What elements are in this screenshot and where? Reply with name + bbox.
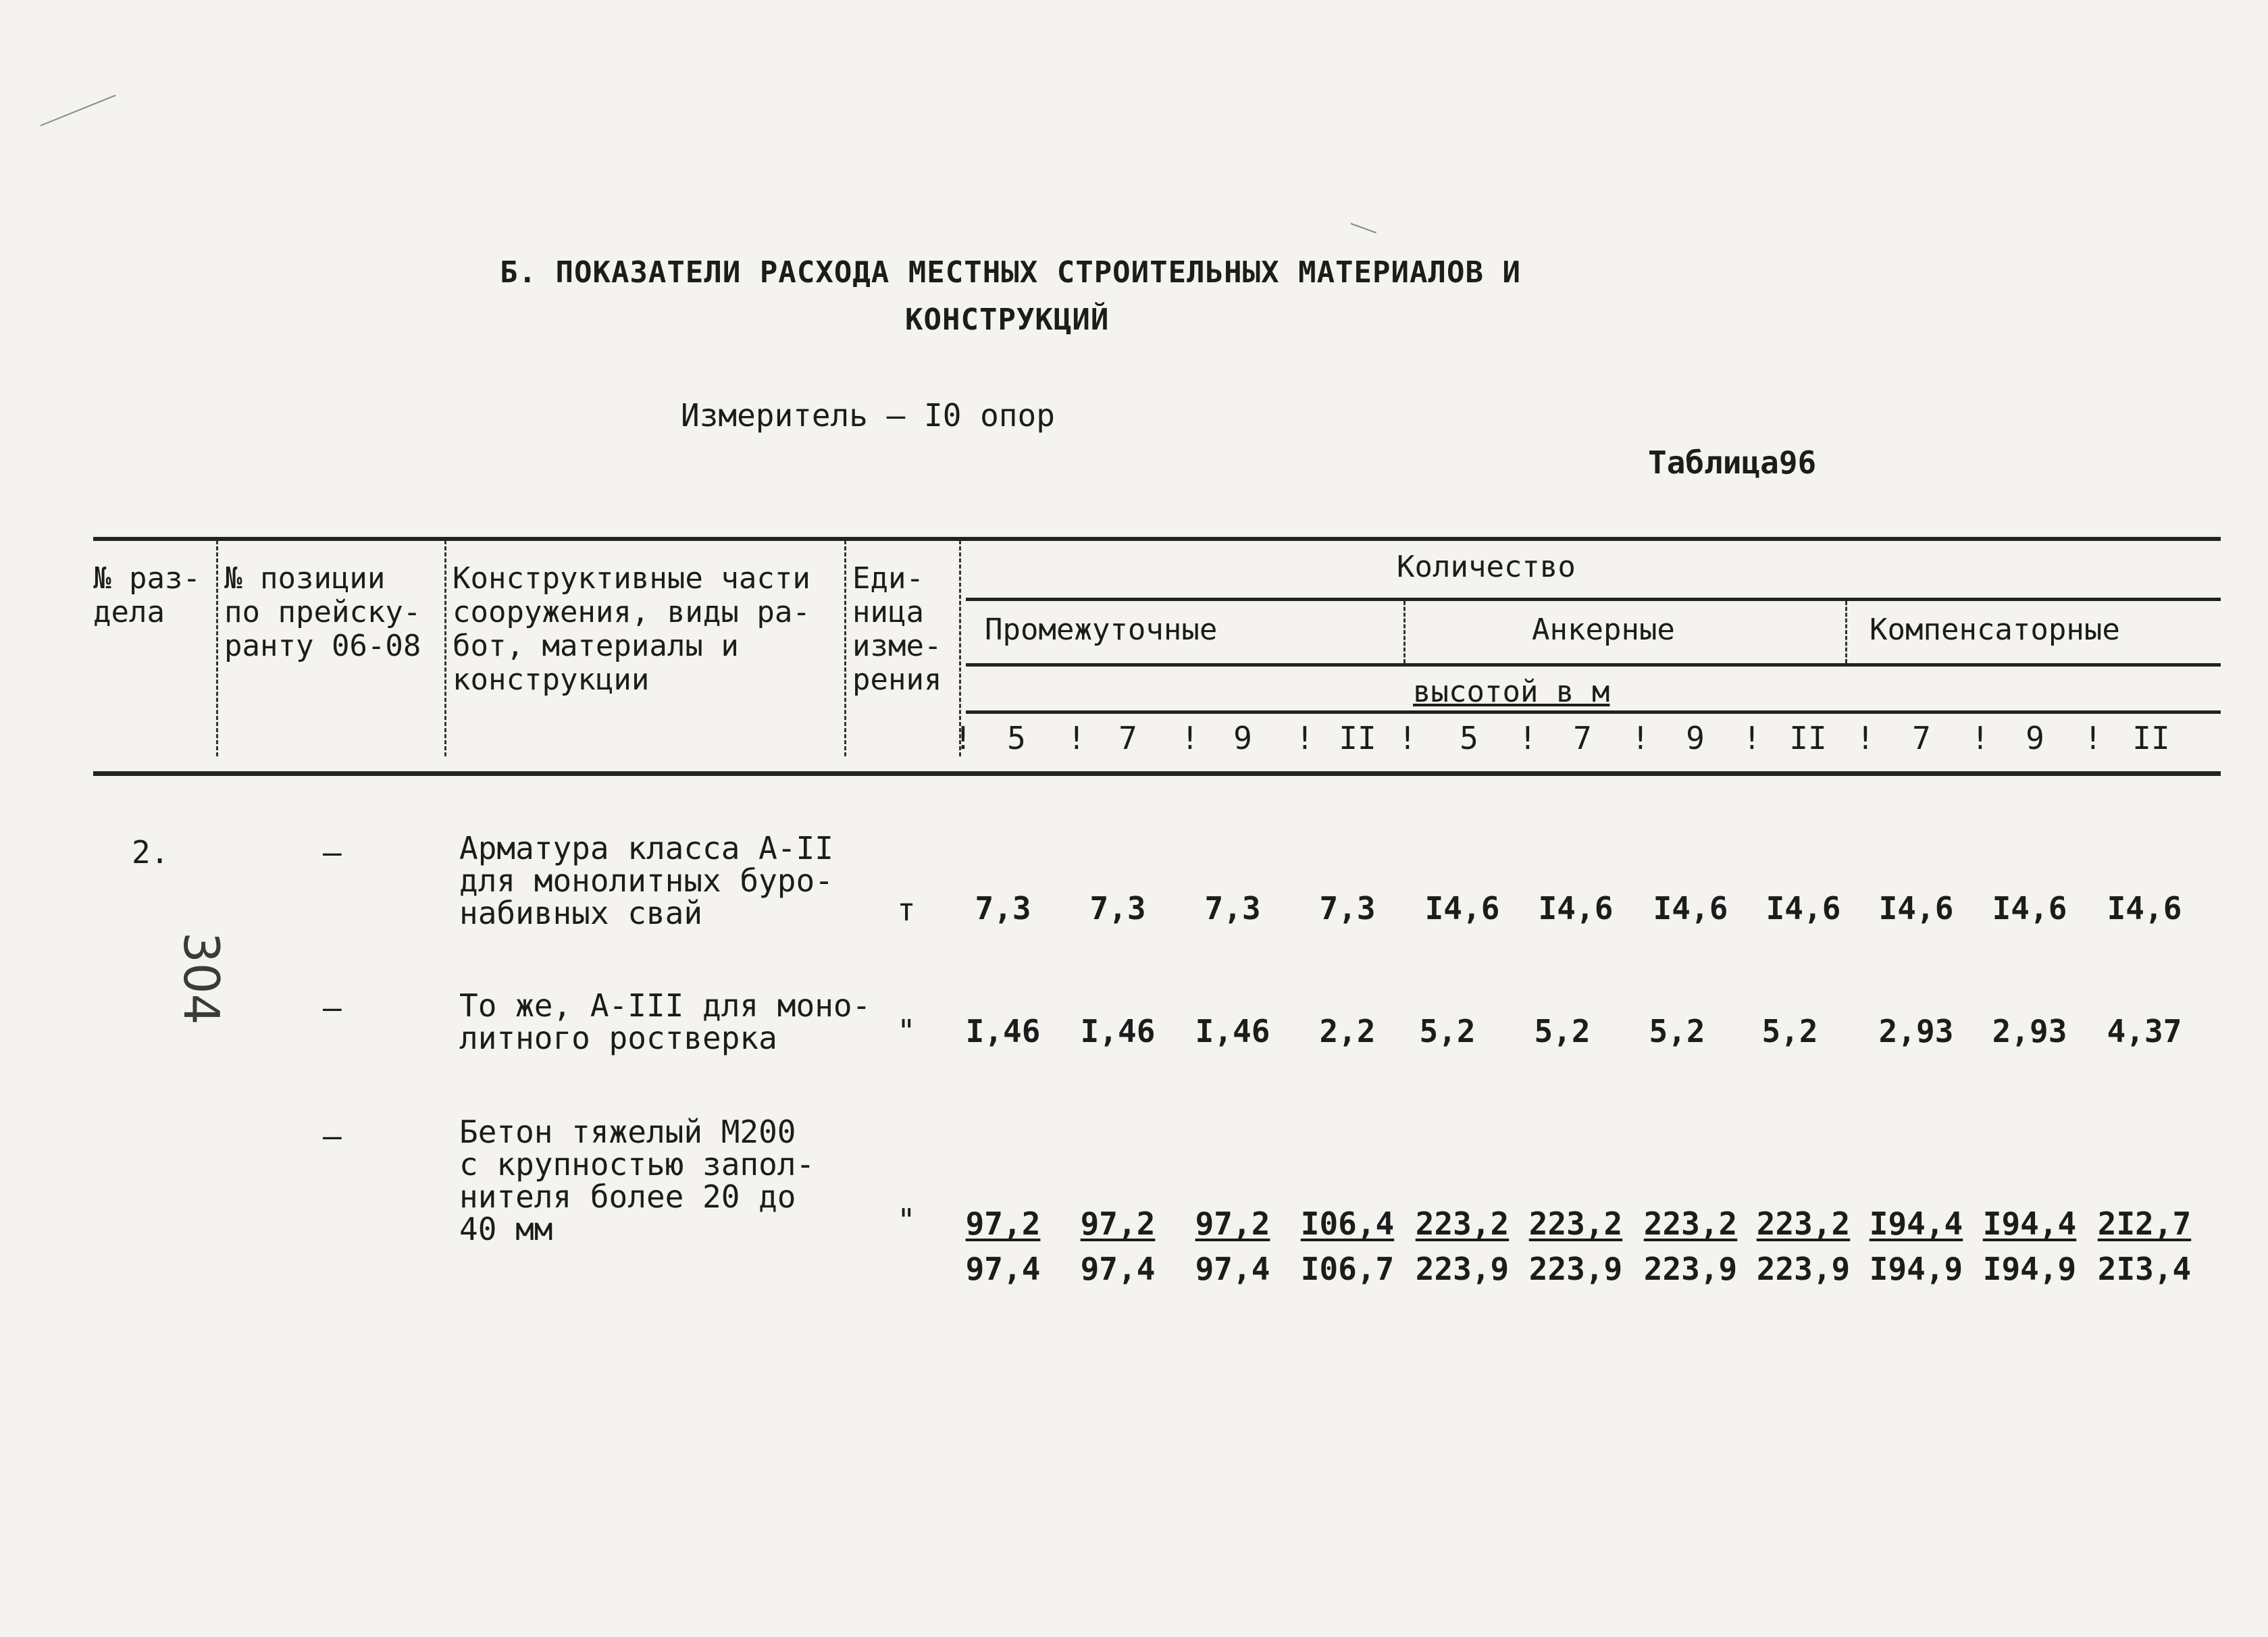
header-text: по прейску-: [224, 595, 421, 629]
quantity-value-alt: 223,9: [1756, 1251, 1851, 1287]
pen-stroke: [1351, 223, 1376, 234]
quantity-value: I4,6: [1424, 890, 1500, 927]
quantity-value: I06,4: [1300, 1205, 1395, 1242]
handwritten-page-number: 304: [173, 932, 230, 1025]
document-title-line2: КОНСТРУКЦИЙ: [905, 303, 1110, 337]
height-value: 9: [2026, 720, 2044, 756]
header-text: бот, материалы и: [453, 629, 739, 663]
quantity-value: 97,2: [1080, 1205, 1156, 1242]
quantity-value-alt: 223,9: [1643, 1251, 1738, 1287]
height-value: 7: [1573, 720, 1592, 756]
quantity-value-alt: 223,9: [1415, 1251, 1510, 1287]
row-unit: ": [897, 1013, 916, 1049]
quantity-value: 7,3: [1204, 890, 1261, 927]
table-number-label: Таблица96: [1648, 444, 1817, 481]
header-group-anchor: Анкерные: [1532, 613, 1675, 647]
quantity-value: 2,2: [1319, 1013, 1376, 1049]
quantity-value: I4,6: [1766, 890, 1841, 927]
quantity-rule: [966, 598, 2221, 601]
separator-mark: !: [1856, 720, 1875, 756]
header-unit: [852, 562, 942, 697]
quantity-value: 5,2: [1761, 1013, 1818, 1049]
row-section-number: 2.: [132, 834, 170, 871]
measure-unit-text: Измеритель – I0 опор: [681, 397, 1055, 434]
height-value: 9: [1686, 720, 1705, 756]
separator-mark: !: [1181, 720, 1200, 756]
separator-mark: !: [1743, 720, 1761, 756]
row-unit: ": [897, 1202, 916, 1239]
height-value: II: [1789, 720, 1827, 756]
description-line: с крупностью запол-: [459, 1146, 815, 1183]
row-unit: т: [897, 891, 916, 928]
column-separator: [1403, 601, 1406, 663]
description-line: То же, А-III для моно-: [459, 987, 871, 1024]
quantity-value: 4,37: [2107, 1013, 2182, 1049]
header-text: конструкции: [453, 662, 650, 697]
quantity-value: 2I2,7: [2097, 1205, 2192, 1242]
separator-mark: !: [1971, 720, 1990, 756]
quantity-value: 5,2: [1534, 1013, 1591, 1049]
header-height: высотой в м: [1413, 675, 1610, 709]
description-line: набивных свай: [459, 895, 703, 931]
quantity-value: I94,4: [1982, 1205, 2077, 1242]
quantity-value: 7,3: [1089, 890, 1146, 927]
quantity-value: I4,6: [2107, 890, 2182, 927]
height-value: II: [2132, 720, 2170, 756]
column-separator: [216, 540, 218, 756]
row-position: –: [323, 989, 342, 1026]
quantity-value: I4,6: [1992, 890, 2067, 927]
quantity-value-alt: 223,9: [1528, 1251, 1623, 1287]
separator-mark: !: [1067, 720, 1086, 756]
header-text: ранту 06-08: [224, 629, 421, 663]
quantity-value: 7,3: [975, 890, 1031, 927]
separator-mark: !: [954, 720, 973, 756]
column-separator: [844, 540, 846, 756]
quantity-value: 97,2: [1195, 1205, 1270, 1242]
quantity-value: I,46: [1080, 1013, 1156, 1049]
quantity-value: 7,3: [1319, 890, 1376, 927]
separator-mark: !: [1398, 720, 1417, 756]
height-value: 5: [1460, 720, 1478, 756]
description-line: литного ростверка: [459, 1020, 777, 1056]
separator-mark: !: [1631, 720, 1650, 756]
description-line: нителя более 20 до: [459, 1178, 796, 1215]
quantity-value: I4,6: [1878, 890, 1954, 927]
height-value: 9: [1233, 720, 1252, 756]
quantity-value: 2,93: [1992, 1013, 2067, 1049]
separator-mark: !: [1518, 720, 1537, 756]
header-text: Еди-: [852, 561, 924, 596]
quantity-value-alt: I94,9: [1982, 1251, 2077, 1287]
quantity-value: I,46: [965, 1013, 1041, 1049]
header-group-compensator: Компенсаторные: [1870, 613, 2120, 647]
quantity-value-alt: 97,4: [965, 1251, 1041, 1287]
header-price-position: [224, 562, 421, 663]
quantity-value: 223,2: [1528, 1205, 1623, 1242]
quantity-value: I4,6: [1653, 890, 1728, 927]
header-structural-parts: [453, 562, 810, 697]
quantity-value-alt: 97,4: [1195, 1251, 1270, 1287]
height-value: II: [1339, 720, 1376, 756]
row-position: –: [323, 1118, 342, 1154]
quantity-value: 223,2: [1756, 1205, 1851, 1242]
description-line: Бетон тяжелый М200: [459, 1114, 796, 1150]
quantity-value-alt: 97,4: [1080, 1251, 1156, 1287]
quantity-value-alt: I94,9: [1869, 1251, 1963, 1287]
description-line: 40 мм: [459, 1211, 553, 1247]
height-rule: [966, 710, 2221, 714]
height-value: 7: [1912, 720, 1931, 756]
document-title-line1: Б. ПОКАЗАТЕЛИ РАСХОДА МЕСТНЫХ СТРОИТЕЛЬНЫХ МАТЕРИАЛОВ И: [500, 255, 1521, 290]
quantity-value: 97,2: [965, 1205, 1041, 1242]
groups-rule: [966, 663, 2221, 667]
column-separator: [444, 540, 446, 756]
quantity-value: 5,2: [1419, 1013, 1476, 1049]
separator-mark: !: [2084, 720, 2103, 756]
description-line: Арматура класса А-II: [459, 830, 833, 866]
quantity-value-alt: I06,7: [1300, 1251, 1395, 1287]
table-top-rule: [93, 537, 2221, 541]
quantity-value: 223,2: [1415, 1205, 1510, 1242]
header-quantity: Количество: [1397, 550, 1576, 584]
header-text: изме-: [852, 629, 942, 663]
quantity-value: 2,93: [1878, 1013, 1954, 1049]
header-text: дела: [93, 595, 165, 629]
header-text: № позиции: [224, 561, 386, 596]
header-text: № раз-: [93, 561, 201, 596]
row-position: –: [323, 834, 342, 871]
row-description: [459, 1116, 815, 1245]
column-separator: [1845, 601, 1847, 663]
quantity-value: I94,4: [1869, 1205, 1963, 1242]
quantity-value-alt: 2I3,4: [2097, 1251, 2192, 1287]
table-header-bottom-rule: [93, 771, 2221, 776]
pen-stroke: [41, 95, 116, 126]
quantity-value: 5,2: [1649, 1013, 1705, 1049]
header-section-number: [93, 562, 201, 629]
header-text: сооружения, виды ра-: [453, 595, 810, 629]
row-description: [459, 832, 833, 929]
height-value: 7: [1118, 720, 1137, 756]
height-value: 5: [1007, 720, 1026, 756]
header-group-intermediate: Промежуточные: [985, 613, 1218, 647]
quantity-value: I4,6: [1538, 890, 1614, 927]
description-line: для монолитных буро-: [459, 862, 833, 899]
header-text: Конструктивные части: [453, 561, 810, 596]
header-text: рения: [852, 662, 942, 697]
quantity-value: I,46: [1195, 1013, 1270, 1049]
row-description: [459, 989, 871, 1054]
separator-mark: !: [1295, 720, 1314, 756]
quantity-value: 223,2: [1643, 1205, 1738, 1242]
header-text: ница: [852, 595, 924, 629]
